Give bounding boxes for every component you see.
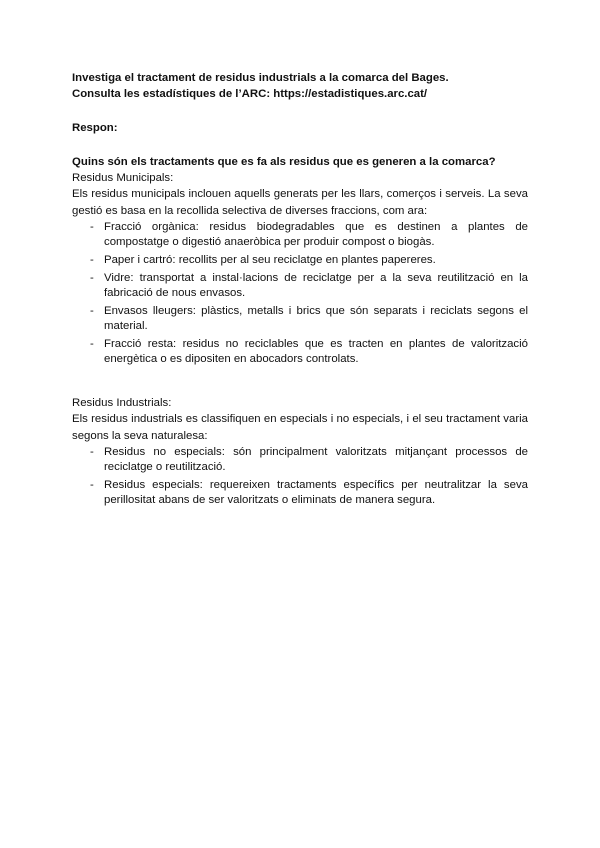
list-item-text: Envasos lleugers: plàstics, metalls i brics que són separats i reciclats segons el material.: [104, 305, 528, 332]
list-item-text: Vidre: transportat a instal·lacions de reciclatge per a la seva reutilització en la fabricació de nous envasos.: [104, 272, 528, 299]
dash-bullet: -: [90, 479, 94, 491]
intro-line-1: Investiga el tractament de residus industrials a la comarca del Bages.: [72, 72, 449, 84]
list-item: [72, 478, 528, 508]
dash-bullet: -: [90, 221, 94, 233]
industrial-heading: Residus Industrials:: [72, 397, 172, 409]
list-item: [72, 445, 528, 475]
municipal-paragraph: Els residus municipals inclouen aquells generats per les llars, comerços i serveis. La seva gestió es basa en la recollida selectiva de diverses fraccions, com ara:: [72, 188, 528, 217]
list-item-text: Residus no especials: són principalment valoritzats mitjançant processos de reciclatge o reutilització.: [104, 446, 528, 473]
list-item: [72, 304, 528, 334]
dash-bullet: -: [90, 254, 94, 266]
list-item: [72, 337, 528, 367]
list-item-text: Paper i cartró: recollits per al seu reciclatge en plantes papereres.: [104, 254, 436, 266]
list-item: [72, 271, 528, 301]
municipal-list: [72, 220, 528, 367]
list-item: [72, 220, 528, 250]
list-item-text: Fracció orgànica: residus biodegradables que es destinen a plantes de compostatge o digestió anaeròbica per produir compost o biogàs.: [104, 221, 528, 248]
list-item: [72, 253, 528, 268]
question: Quins són els tractaments que es fa als residus que es generen a la comarca?: [72, 156, 496, 168]
respon-label: Respon:: [72, 122, 118, 134]
dash-bullet: -: [90, 446, 94, 458]
list-item-text: Fracció resta: residus no reciclables que es tracten en plantes de valorització energètica o es dipositen en abocadors controlats.: [104, 338, 528, 365]
industrial-list: [72, 445, 528, 508]
dash-bullet: -: [90, 305, 94, 317]
list-item-text: Residus especials: requereixen tractaments específics per neutralitzar la seva perillositat abans de ser valoritzats o eliminats de manera segura.: [104, 479, 528, 506]
industrial-paragraph: Els residus industrials es classifiquen en especials i no especials, i el seu tractament varia segons la seva naturalesa:: [72, 413, 528, 442]
dash-bullet: -: [90, 272, 94, 284]
municipal-heading: Residus Municipals:: [72, 172, 174, 184]
dash-bullet: -: [90, 338, 94, 350]
intro-line-2: Consulta les estadístiques de l’ARC: https://estadistiques.arc.cat/: [72, 88, 428, 100]
